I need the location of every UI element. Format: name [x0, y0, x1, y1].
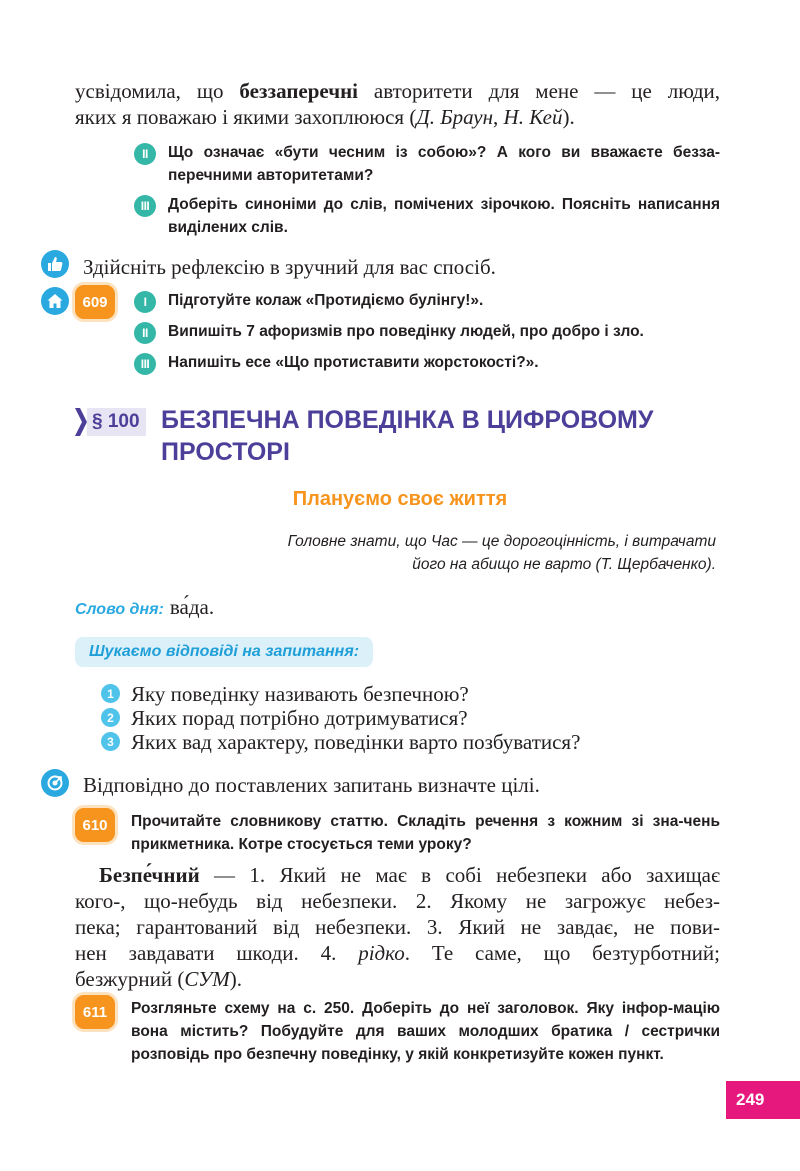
exercise-611-text: Розгляньте схему на с. 250. Доберіть до неї заголовок. Яку інфор-мацію вона містить? Побудуйте для ваших молодших братика / сестрички розповідь про безпечну поведінку, у якій конкретизуйте кожен пункт. — [131, 1000, 720, 1063]
dictionary-line-4: нен завдавати шкоди. 4. рідко. Те саме, що безтурботний; — [75, 941, 720, 965]
exercise-610-number: 610 — [75, 808, 115, 842]
task-609-iii-text: Напишіть есе «Що протиставити жорстокості?». — [168, 354, 539, 371]
intro-line-2: яких я поважаю і якими захоплююся (Д. Браун, Н. Кей). — [75, 105, 575, 129]
dictionary-line-3: пека; гарантований від небезпеки. 3. Який не завдає, не пови- — [75, 915, 720, 939]
target-icon — [41, 769, 69, 797]
section-title — [161, 404, 653, 468]
question-number-1: 1 — [101, 684, 120, 703]
dictionary-entry — [75, 862, 720, 992]
level-ii-badge: II — [134, 143, 156, 165]
level-iii-badge: III — [134, 353, 156, 375]
question-1: Яку поведінку називають безпечною? — [131, 682, 469, 706]
word-of-day — [75, 594, 214, 620]
task-iii-text: Доберіть синоніми до слів, помічених зірочкою. Поясніть написання виділених слів. — [168, 196, 720, 236]
intro-paragraph — [75, 78, 720, 130]
intro-line-1: усвідомила, що беззаперечні авторитети для мене — це люди, — [75, 79, 721, 103]
task-ii-text: Що означає «бути чесним із собою»? А кого ви вважаєте безза-перечними авторитетами? — [168, 144, 720, 184]
thumbs-up-icon — [41, 250, 69, 278]
home-icon — [41, 287, 69, 315]
level-iii-badge: III — [134, 195, 156, 217]
question-number-2: 2 — [101, 708, 120, 727]
exercise-610-text: Прочитайте словникову статтю. Складіть речення з кожним зі зна-чень прикметника. Котре стосується теми уроку? — [131, 813, 720, 853]
page-number: 249 — [726, 1081, 800, 1119]
questions-box: Шукаємо відповіді на запитання: — [75, 637, 373, 667]
level-ii-badge: II — [134, 322, 156, 344]
epigraph — [288, 530, 716, 576]
exercise-611-number: 611 — [75, 995, 115, 1029]
section-title-line-1: БЕЗПЕЧНА ПОВЕДІНКА В ЦИФРОВОМУ — [161, 406, 654, 434]
dictionary-line-5: безжурний (СУМ). — [75, 967, 242, 991]
goals-text: Відповідно до поставлених запитань визначте цілі. — [83, 773, 540, 797]
word-of-day-word: ва́да. — [169, 595, 215, 619]
word-of-day-label: Слово дня: — [75, 601, 164, 618]
exercise-609-number: 609 — [75, 285, 115, 319]
level-i-badge: I — [134, 291, 156, 313]
section-arrow-icon — [75, 408, 87, 436]
subheading: Плануємо своє життя — [292, 488, 508, 510]
task-609-ii-text: Випишіть 7 афоризмів про поведінку людей, про добро і зло. — [168, 323, 644, 340]
epigraph-line-2: його на абищо не варто (Т. Щербаченко). — [412, 556, 716, 573]
section-number-badge: § 100 — [75, 408, 146, 436]
dictionary-line-2: кого-, що-небудь від небезпеки. 2. Якому не загрожує небез- — [75, 889, 720, 913]
question-2: Яких порад потрібно дотримуватися? — [131, 706, 468, 730]
reflection-text: Здійсніть рефлексію в зручний для вас спосіб. — [83, 255, 496, 279]
section-title-line-2: ПРОСТОРІ — [161, 438, 290, 466]
dictionary-line-1: Безпе́чний — 1. Який не має в собі небезпеки або захищає — [99, 863, 720, 887]
task-609-i-text: Підготуйте колаж «Протидіємо булінгу!». — [168, 292, 484, 309]
question-3: Яких вад характеру, поведінки варто позбуватися? — [131, 730, 581, 754]
epigraph-line-1: Головне знати, що Час — це дорогоцінність, і витрачати — [287, 533, 716, 550]
question-number-3: 3 — [101, 732, 120, 751]
